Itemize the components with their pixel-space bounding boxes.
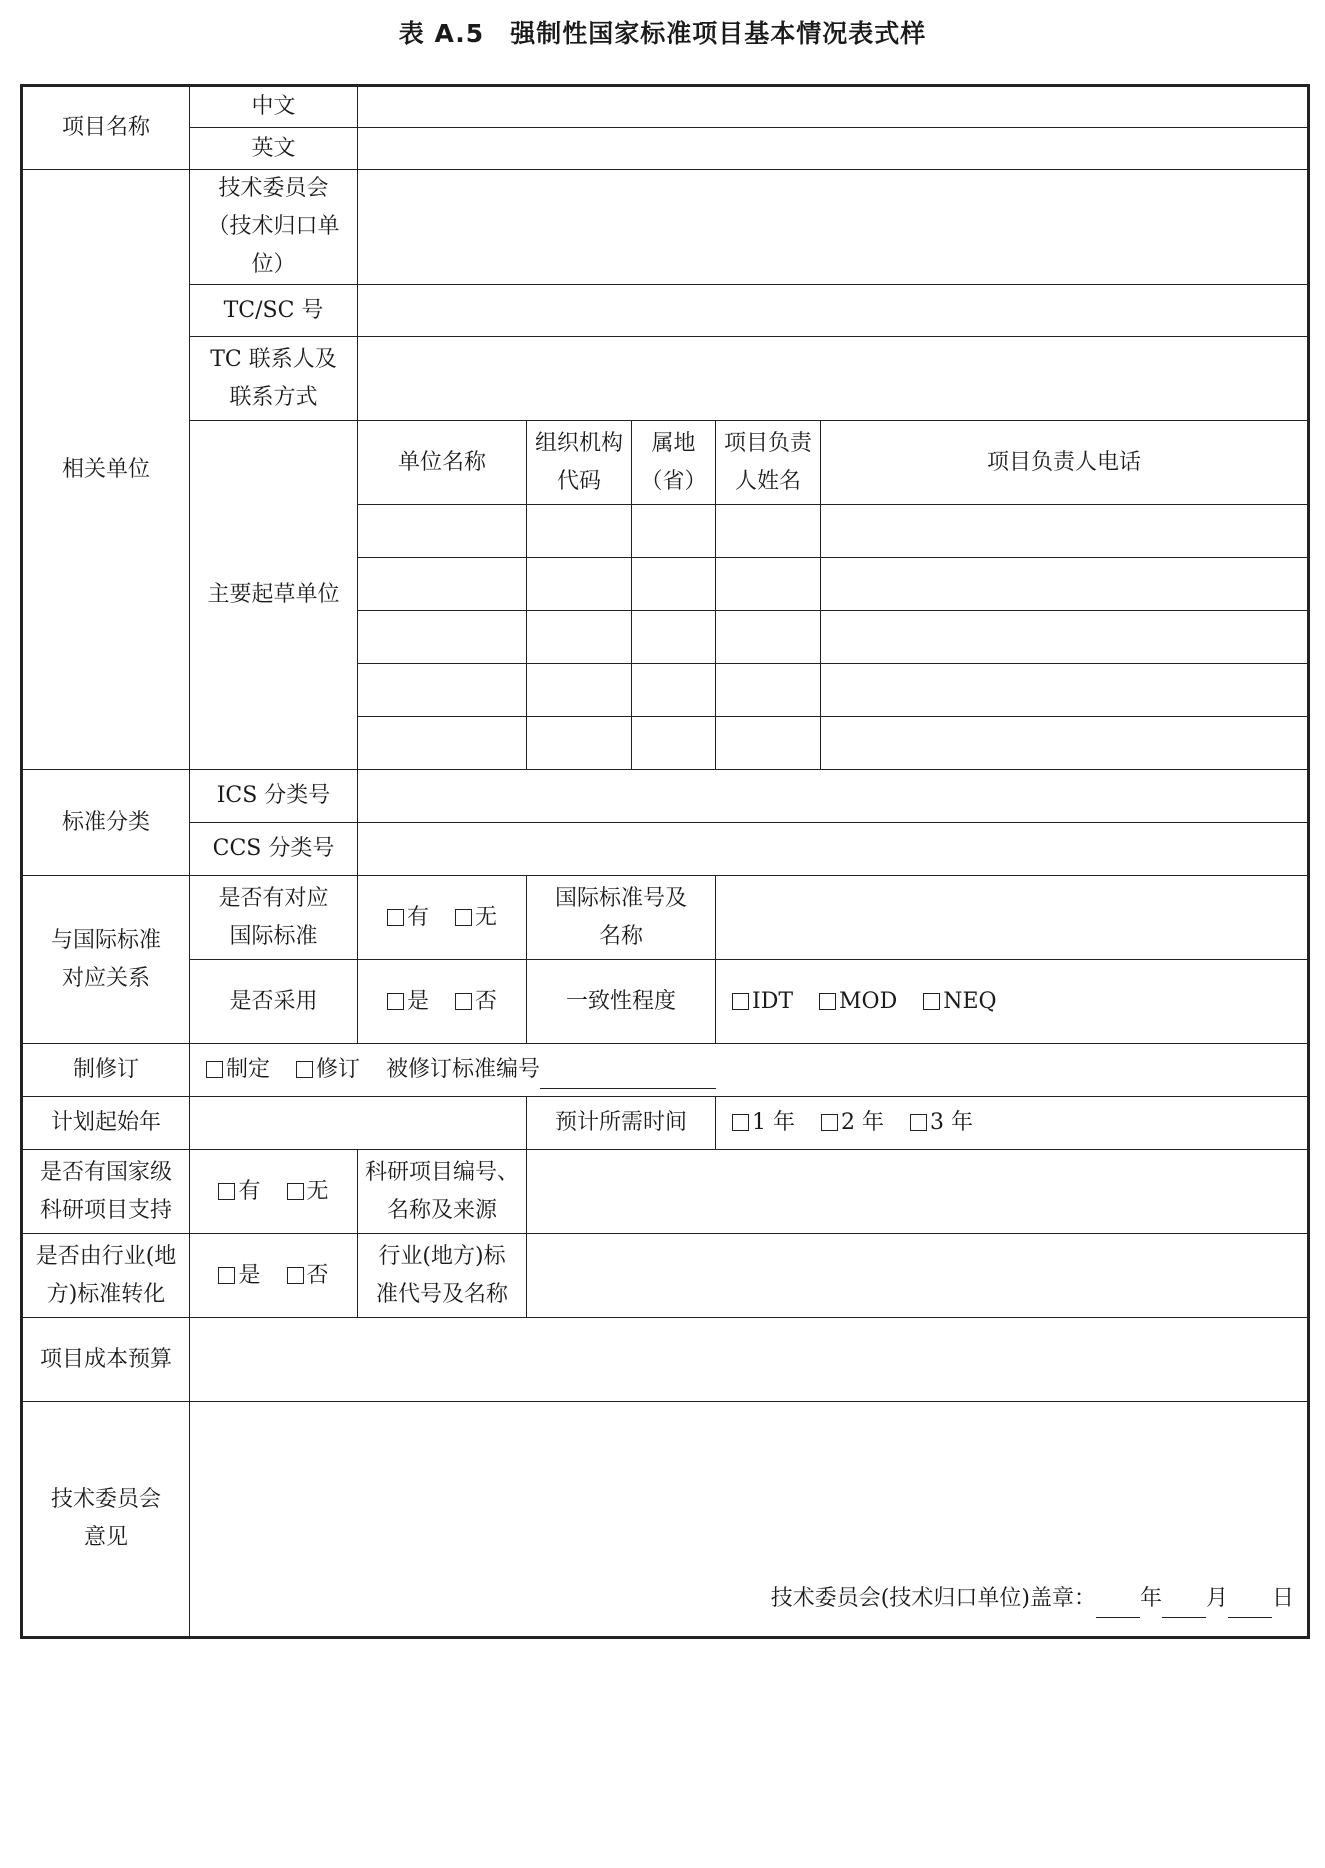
checkbox-icon[interactable] [455,909,472,926]
english-label: 英文 [190,128,358,170]
col-unit-name: 单位名称 [358,421,527,505]
project-info-form [20,84,1310,1639]
revision-label: 制修订 [22,1044,190,1097]
year-input[interactable] [1096,1593,1140,1618]
has-intl-no[interactable]: 无 [455,899,497,937]
tc-opinion-input[interactable] [190,1402,1309,1638]
industry-convert-label: 是否由行业(地 方)标准转化 [22,1234,190,1318]
org-code-cell[interactable] [527,611,632,664]
checkbox-icon[interactable] [296,1061,313,1078]
month-label: 月 [1205,1586,1228,1611]
tcsc-input[interactable] [358,285,1309,337]
degree-idt[interactable]: IDT [732,983,793,1021]
duration-2[interactable]: 2 年 [821,1104,884,1142]
tc-input[interactable] [358,170,1309,285]
checkbox-icon[interactable] [732,993,749,1010]
leader-phone-cell[interactable] [821,611,1309,664]
duration-1[interactable]: 1 年 [732,1104,795,1142]
leader-phone-cell[interactable] [821,717,1309,770]
unit-name-cell[interactable] [358,558,527,611]
page-title: 表 A.5 强制性国家标准项目基本情况表式样 [398,19,927,48]
english-name-input[interactable] [358,128,1309,170]
checkbox-icon[interactable] [819,993,836,1010]
research-info-label: 科研项目编号、 名称及来源 [358,1150,527,1234]
duration-3[interactable]: 3 年 [910,1104,973,1142]
province-cell[interactable] [632,558,716,611]
research-no[interactable]: 无 [287,1173,329,1211]
tc-label: 技术委员会 （技术归口单位） [190,170,358,285]
industry-options [190,1234,358,1318]
budget-label: 项目成本预算 [22,1318,190,1402]
chinese-name-input[interactable] [358,86,1309,128]
drafting-units-label: 主要起草单位 [190,421,358,770]
ccs-input[interactable] [358,823,1309,876]
leader-name-cell[interactable] [716,611,821,664]
province-cell[interactable] [632,505,716,558]
unit-name-cell[interactable] [358,664,527,717]
checkbox-icon[interactable] [732,1114,749,1131]
adopt-no[interactable]: 否 [455,983,497,1021]
has-intl-yes[interactable]: 有 [387,899,429,937]
checkbox-icon[interactable] [218,1183,235,1200]
col-leader-name: 项目负责 人姓名 [716,421,821,505]
province-cell[interactable] [632,611,716,664]
leader-name-cell[interactable] [716,717,821,770]
ics-input[interactable] [358,770,1309,823]
industry-info-input[interactable] [527,1234,1309,1318]
ics-label: ICS 分类号 [190,770,358,823]
related-units-label: 相关单位 [22,170,190,770]
revised-number-label: 被修订标准编号 [386,1057,541,1082]
degree-options [716,960,1309,1044]
unit-name-cell[interactable] [358,717,527,770]
checkbox-icon[interactable] [923,993,940,1010]
research-yes[interactable]: 有 [218,1173,260,1211]
col-leader-phone: 项目负责人电话 [821,421,1309,505]
year-label: 年 [1139,1586,1162,1611]
leader-phone-cell[interactable] [821,505,1309,558]
month-input[interactable] [1162,1593,1206,1618]
leader-name-cell[interactable] [716,505,821,558]
duration-label: 预计所需时间 [527,1097,716,1150]
industry-yes[interactable]: 是 [218,1257,260,1295]
checkbox-icon[interactable] [387,993,404,1010]
degree-mod[interactable]: MOD [819,983,897,1021]
tc-contact-input[interactable] [358,337,1309,421]
duration-options [716,1097,1309,1150]
research-info-input[interactable] [527,1150,1309,1234]
industry-info-label: 行业(地方)标 准代号及名称 [358,1234,527,1318]
province-cell[interactable] [632,717,716,770]
revised-number-input[interactable] [540,1064,716,1089]
seal-label: 技术委员会(技术归口单位)盖章： [770,1586,1096,1611]
has-intl-label: 是否有对应 国际标准 [190,876,358,960]
col-province: 属地 （省） [632,421,716,505]
col-org-code: 组织机构 代码 [527,421,632,505]
research-options [190,1150,358,1234]
org-code-cell[interactable] [527,717,632,770]
degree-label: 一致性程度 [527,960,716,1044]
intl-std-input[interactable] [716,876,1309,960]
leader-phone-cell[interactable] [821,558,1309,611]
classification-label: 标准分类 [22,770,190,876]
project-name-label: 项目名称 [22,86,190,170]
adopt-label: 是否采用 [190,960,358,1044]
leader-phone-cell[interactable] [821,664,1309,717]
checkbox-icon[interactable] [287,1183,304,1200]
leader-name-cell[interactable] [716,664,821,717]
research-support-label: 是否有国家级 科研项目支持 [22,1150,190,1234]
org-code-cell[interactable] [527,664,632,717]
degree-neq[interactable]: NEQ [923,983,996,1021]
checkbox-icon[interactable] [455,993,472,1010]
chinese-label: 中文 [190,86,358,128]
unit-name-cell[interactable] [358,611,527,664]
has-intl-options [358,876,527,960]
tc-opinion-label: 技术委员会 意见 [22,1402,190,1638]
checkbox-icon[interactable] [206,1061,223,1078]
budget-input[interactable] [190,1318,1309,1402]
plan-start-label: 计划起始年 [22,1097,190,1150]
adopt-options [358,960,527,1044]
adopt-yes[interactable]: 是 [387,983,429,1021]
org-code-cell[interactable] [527,505,632,558]
day-label: 日 [1271,1586,1294,1611]
intl-std-label: 国际标准号及 名称 [527,876,716,960]
tcsc-label: TC/SC 号 [190,285,358,337]
ccs-label: CCS 分类号 [190,823,358,876]
unit-name-cell[interactable] [358,505,527,558]
leader-name-cell[interactable] [716,558,821,611]
org-code-cell[interactable] [527,558,632,611]
intl-relation-label: 与国际标准 对应关系 [22,876,190,1044]
checkbox-icon[interactable] [218,1267,235,1284]
revision-new[interactable]: 制定 [206,1051,270,1089]
checkbox-icon[interactable] [821,1114,838,1131]
industry-no[interactable]: 否 [287,1257,329,1295]
day-input[interactable] [1228,1593,1272,1618]
province-cell[interactable] [632,664,716,717]
checkbox-icon[interactable] [287,1267,304,1284]
revision-options [190,1044,1309,1097]
revision-revise[interactable]: 修订 [296,1051,360,1089]
plan-start-input[interactable] [190,1097,527,1150]
tc-contact-label: TC 联系人及 联系方式 [190,337,358,421]
checkbox-icon[interactable] [387,909,404,926]
checkbox-icon[interactable] [910,1114,927,1131]
